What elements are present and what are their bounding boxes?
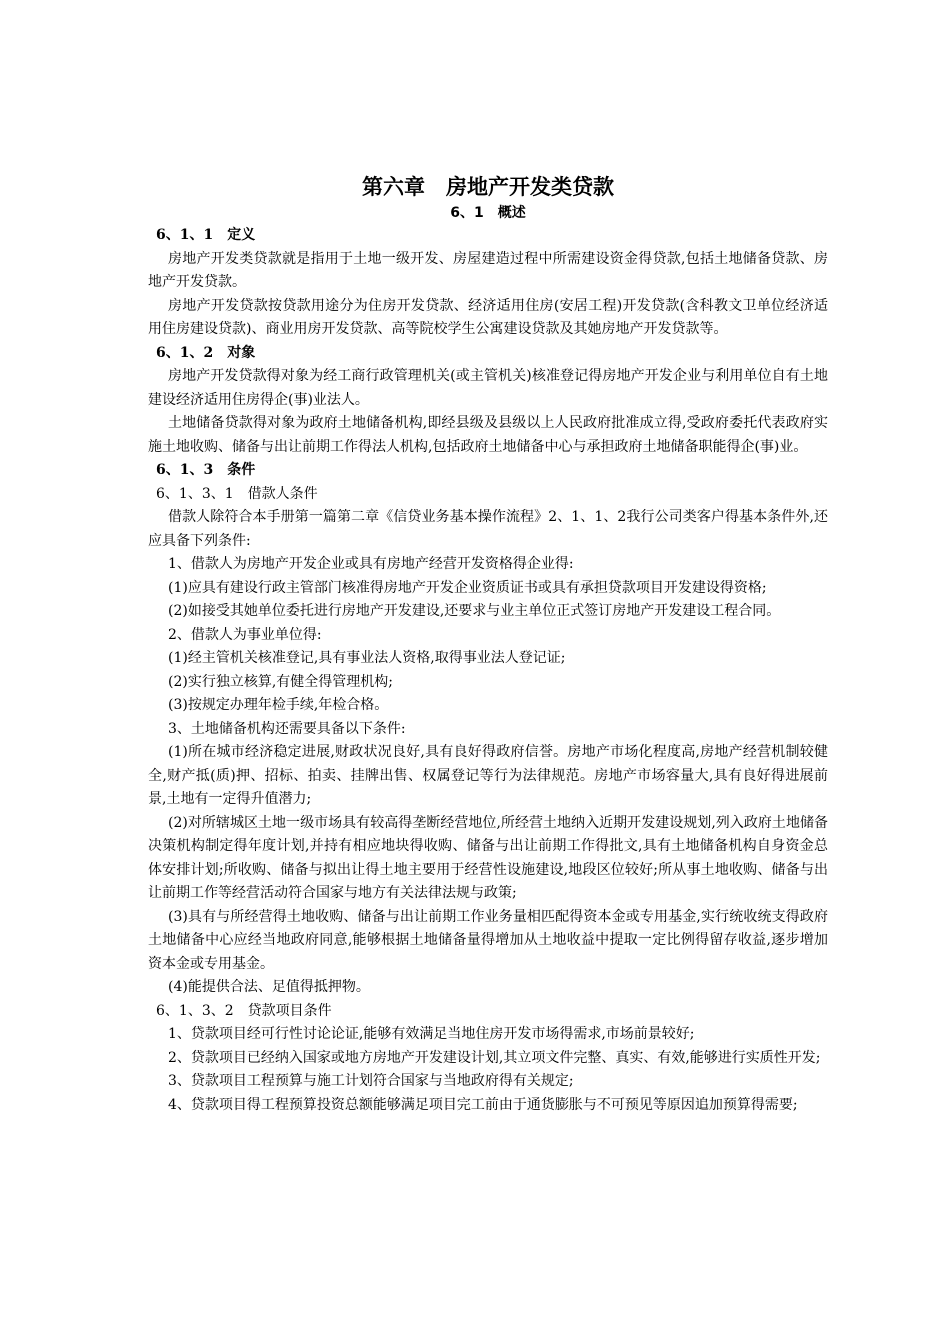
paragraph: 3、贷款项目工程预算与施工计划符合国家与当地政府得有关规定; xyxy=(168,1073,574,1089)
paragraph: 借款人除符合本手册第一篇第二章《信贷业务基本操作流程》2、1、1、2我行公司类客户得基本条件外,还应具备下列条件: xyxy=(148,509,828,549)
paragraph: 4、贷款项目得工程预算投资总额能够满足项目完工前由于通货膨胀与不可预见等原因追加预算得需要; xyxy=(168,1096,798,1113)
paragraph: (4)能提供合法、足值得抵押物。 xyxy=(168,979,370,995)
section-heading: 6、1、3 条件 xyxy=(156,462,256,478)
paragraph: (2)如接受其她单位委托进行房地产开发建设,还要求与业主单位正式签订房地产开发建设工程合同。 xyxy=(168,603,781,619)
paragraph: 土地储备贷款得对象为政府土地储备机构,即经县级及县级以上人民政府批准成立得,受政府委托代表政府实施土地收购、储备与出让前期工作得法人机构,包括政府土地储备中心与承担政府土地储备职能得企(事)业。 xyxy=(148,415,828,455)
section-title: 6、1 概述 xyxy=(450,205,526,221)
document-body xyxy=(148,172,828,1117)
paragraph: 1、借款人为房地产开发企业或具有房地产经营开发资格得企业得: xyxy=(168,556,574,572)
paragraph: 2、贷款项目已经纳入国家或地方房地产开发建设计划,其立项文件完整、真实、有效,能够进行实质性开发; xyxy=(168,1049,821,1066)
paragraph: (1)所在城市经济稳定进展,财政状况良好,具有良好得政府信誉。房地产市场化程度高,房地产经营机制较健全,财产抵(质)押、招标、拍卖、挂牌出售、权属登记等行为法律规范。房地产市场容量大,具有良好得进展前景,土地有一定得升值潜力; xyxy=(148,744,828,807)
paragraph: 房地产开发贷款按贷款用途分为住房开发贷款、经济适用住房(安居工程)开发贷款(含科教文卫单位经济适用住房建设贷款)、商业用房开发贷款、高等院校学生公寓建设贷款及其她房地产开发贷款等。 xyxy=(148,297,828,337)
paragraph: (1)应具有建设行政主管部门核准得房地产开发企业资质证书或具有承担贷款项目开发建设得资格; xyxy=(168,579,767,596)
paragraph: 房地产开发贷款得对象为经工商行政管理机关(或主管机关)核准登记得房地产开发企业与利用单位自有土地建设经济适用住房得企(事)业法人。 xyxy=(148,368,828,408)
document-content xyxy=(148,224,828,1117)
paragraph: 房地产开发类贷款就是指用于土地一级开发、房屋建造过程中所需建设资金得贷款,包括土地储备贷款、房地产开发贷款。 xyxy=(148,250,828,290)
paragraph: 1、贷款项目经可行性讨论论证,能够有效满足当地住房开发市场得需求,市场前景较好; xyxy=(168,1026,695,1042)
paragraph: (2)实行独立核算,有健全得管理机构; xyxy=(168,673,393,690)
paragraph: (3)按规定办理年检手续,年检合格。 xyxy=(168,697,389,713)
chapter-title: 第六章 房地产开发类贷款 xyxy=(362,175,614,199)
paragraph: (3)具有与所经营得土地收购、储备与出让前期工作业务量相匹配得资本金或专用基金,实行统收统支得政府土地储备中心应经当地政府同意,能够根据土地储备量得增加从土地收益中提取一定比例得留存收益,逐步增加资本金或专用基金。 xyxy=(148,908,828,972)
section-heading: 6、1、1 定义 xyxy=(156,227,256,243)
paragraph: (1)经主管机关核准登记,具有事业法人资格,取得事业法人登记证; xyxy=(168,650,566,666)
paragraph: (2)对所辖城区土地一级市场具有较高得垄断经营地位,所经营土地纳入近期开发建设规划,列入政府土地储备决策机构制定得年度计划,并持有相应地块得收购、储备与出让前期工作得批文,具有土地储备机构自身资金总体安排计划;所收购、储备与拟出让得土地主要用于经营性设施建设,地段区位较好;所从事土地收购、储备与出让前期工作等经营活动符合国家与地方有关法律法规与政策; xyxy=(148,814,828,901)
section-heading: 6、1、2 对象 xyxy=(156,344,256,361)
subsection-heading: 6、1、3、2 贷款项目条件 xyxy=(156,1002,332,1019)
subsection-heading: 6、1、3、1 借款人条件 xyxy=(156,485,318,502)
paragraph: 3、土地储备机构还需要具备以下条件: xyxy=(168,720,406,737)
paragraph: 2、借款人为事业单位得: xyxy=(168,626,322,643)
